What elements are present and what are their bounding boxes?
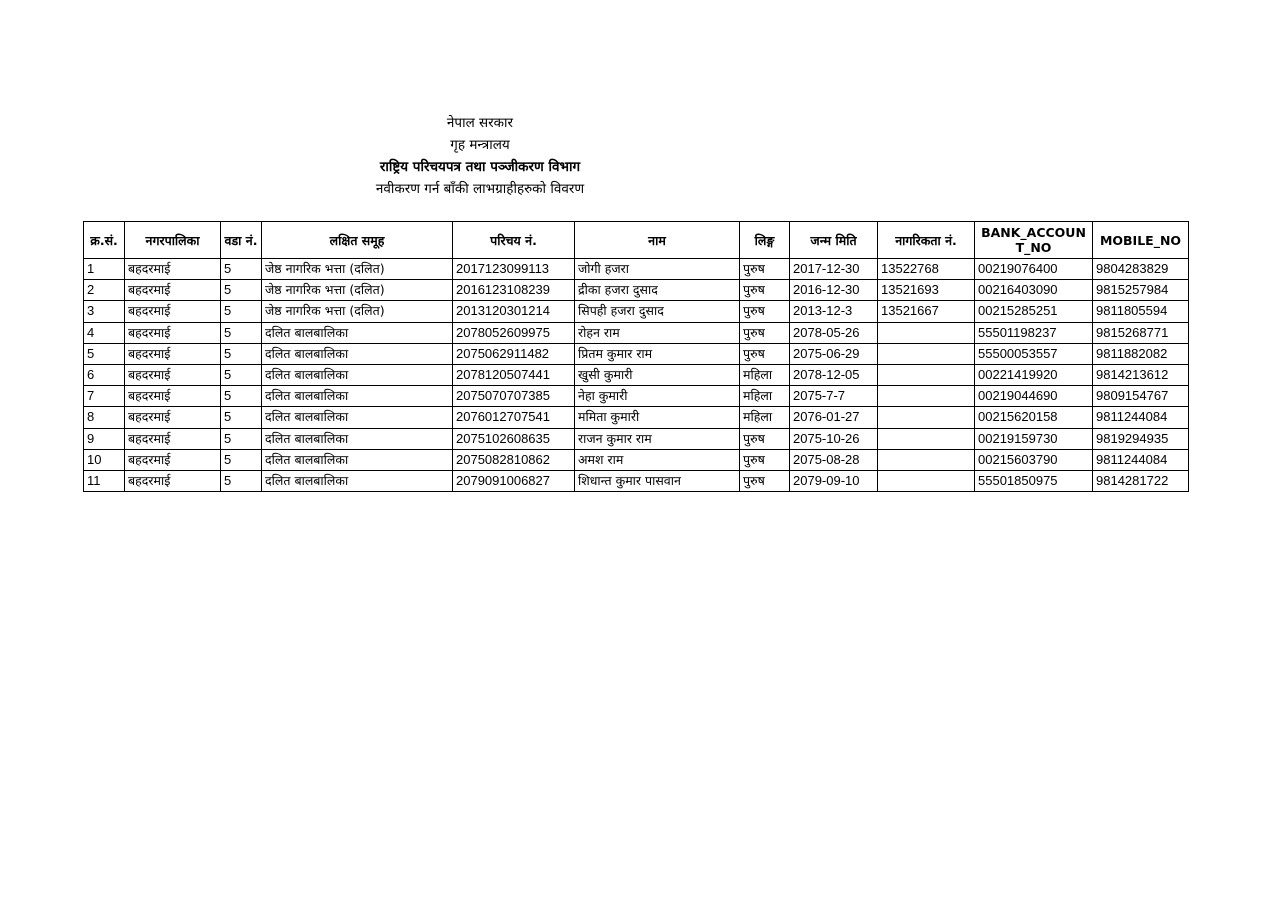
cell-ward: 5 (221, 259, 262, 280)
cell-target-group: दलित बालबालिका (262, 428, 453, 449)
cell-serial: 10 (84, 449, 125, 470)
table-body (84, 259, 1189, 492)
cell-municipality: बहदरमाई (125, 259, 221, 280)
table-row (84, 343, 1189, 364)
col-ward: वडा नं. (221, 222, 262, 259)
cell-ward: 5 (221, 280, 262, 301)
cell-serial: 1 (84, 259, 125, 280)
cell-name: रोहन राम (575, 322, 740, 343)
header-report-title: नवीकरण गर्न बाँकी लाभग्राहीहरुको विवरण (375, 181, 585, 197)
cell-id-number: 2075062911482 (453, 343, 575, 364)
table-row (84, 280, 1189, 301)
cell-gender: महिला (740, 386, 790, 407)
cell-target-group: दलित बालबालिका (262, 470, 453, 491)
document-header (330, 112, 630, 200)
cell-bank-account: 00215620158 (975, 407, 1093, 428)
cell-name: शिधान्त कुमार पासवान (575, 470, 740, 491)
cell-municipality: बहदरमाई (125, 407, 221, 428)
col-bank-account: BANK_ACCOUNT_NO (975, 222, 1093, 259)
cell-mobile: 9811805594 (1093, 301, 1189, 322)
cell-gender: पुरुष (740, 322, 790, 343)
header-department: राष्ट्रिय परिचयपत्र तथा पञ्जीकरण विभाग (379, 159, 581, 175)
cell-gender: पुरुष (740, 343, 790, 364)
cell-birth-date: 2017-12-30 (790, 259, 878, 280)
cell-name: प्रितम कुमार राम (575, 343, 740, 364)
cell-birth-date: 2075-08-28 (790, 449, 878, 470)
cell-gender: महिला (740, 364, 790, 385)
cell-target-group: जेष्ठ नागरिक भत्ता (दलित) (262, 259, 453, 280)
cell-citizenship-number (878, 407, 975, 428)
cell-bank-account: 00219044690 (975, 386, 1093, 407)
cell-bank-account: 00215285251 (975, 301, 1093, 322)
cell-id-number: 2078120507441 (453, 364, 575, 385)
col-name: नाम (575, 222, 740, 259)
cell-citizenship-number (878, 470, 975, 491)
cell-citizenship-number (878, 449, 975, 470)
cell-serial: 6 (84, 364, 125, 385)
col-serial: क्र.सं. (84, 222, 125, 259)
cell-municipality: बहदरमाई (125, 322, 221, 343)
cell-bank-account: 00219159730 (975, 428, 1093, 449)
cell-mobile: 9804283829 (1093, 259, 1189, 280)
cell-mobile: 9811244084 (1093, 407, 1189, 428)
table-row (84, 407, 1189, 428)
cell-birth-date: 2016-12-30 (790, 280, 878, 301)
header-ministry: गृह मन्त्रालय (450, 137, 510, 153)
cell-name: खुसी कुमारी (575, 364, 740, 385)
cell-name: नेहा कुमारी (575, 386, 740, 407)
cell-municipality: बहदरमाई (125, 386, 221, 407)
cell-ward: 5 (221, 364, 262, 385)
cell-id-number: 2075102608635 (453, 428, 575, 449)
cell-citizenship-number (878, 322, 975, 343)
cell-bank-account: 00219076400 (975, 259, 1093, 280)
cell-bank-account: 00221419920 (975, 364, 1093, 385)
cell-mobile: 9811882082 (1093, 343, 1189, 364)
cell-citizenship-number (878, 428, 975, 449)
table-header-row (84, 222, 1189, 259)
cell-target-group: जेष्ठ नागरिक भत्ता (दलित) (262, 280, 453, 301)
cell-ward: 5 (221, 428, 262, 449)
cell-mobile: 9811244084 (1093, 449, 1189, 470)
cell-mobile: 9809154767 (1093, 386, 1189, 407)
cell-citizenship-number (878, 364, 975, 385)
cell-citizenship-number (878, 343, 975, 364)
col-mobile: MOBILE_NO (1093, 222, 1189, 259)
cell-gender: पुरुष (740, 301, 790, 322)
cell-birth-date: 2075-7-7 (790, 386, 878, 407)
table-row (84, 364, 1189, 385)
cell-target-group: दलित बालबालिका (262, 322, 453, 343)
cell-municipality: बहदरमाई (125, 470, 221, 491)
cell-id-number: 2017123099113 (453, 259, 575, 280)
table-row (84, 470, 1189, 491)
cell-birth-date: 2076-01-27 (790, 407, 878, 428)
cell-serial: 4 (84, 322, 125, 343)
cell-serial: 5 (84, 343, 125, 364)
cell-mobile: 9814213612 (1093, 364, 1189, 385)
table-row (84, 322, 1189, 343)
cell-id-number: 2076012707541 (453, 407, 575, 428)
cell-birth-date: 2079-09-10 (790, 470, 878, 491)
cell-gender: पुरुष (740, 449, 790, 470)
cell-municipality: बहदरमाई (125, 428, 221, 449)
cell-serial: 11 (84, 470, 125, 491)
cell-id-number: 2075070707385 (453, 386, 575, 407)
cell-bank-account: 55501850975 (975, 470, 1093, 491)
col-municipality: नगरपालिका (125, 222, 221, 259)
table-row (84, 386, 1189, 407)
cell-ward: 5 (221, 407, 262, 428)
cell-gender: पुरुष (740, 280, 790, 301)
cell-municipality: बहदरमाई (125, 280, 221, 301)
cell-name: राजन कुमार राम (575, 428, 740, 449)
cell-serial: 8 (84, 407, 125, 428)
table-row (84, 301, 1189, 322)
cell-target-group: दलित बालबालिका (262, 364, 453, 385)
cell-citizenship-number: 13521667 (878, 301, 975, 322)
cell-bank-account: 55500053557 (975, 343, 1093, 364)
cell-ward: 5 (221, 301, 262, 322)
cell-citizenship-number (878, 386, 975, 407)
table-row (84, 259, 1189, 280)
cell-bank-account: 00216403090 (975, 280, 1093, 301)
cell-mobile: 9814281722 (1093, 470, 1189, 491)
cell-ward: 5 (221, 386, 262, 407)
col-target-group: लक्षित समूह (262, 222, 453, 259)
cell-id-number: 2078052609975 (453, 322, 575, 343)
cell-name: द्रीका हजरा दुसाद (575, 280, 740, 301)
cell-target-group: दलित बालबालिका (262, 407, 453, 428)
cell-name: सिपही हजरा दुसाद (575, 301, 740, 322)
cell-ward: 5 (221, 470, 262, 491)
cell-name: जोगी हजरा (575, 259, 740, 280)
cell-name: अमश राम (575, 449, 740, 470)
cell-birth-date: 2075-06-29 (790, 343, 878, 364)
col-citizenship-number: नागरिकता नं. (878, 222, 975, 259)
cell-target-group: दलित बालबालिका (262, 343, 453, 364)
cell-gender: पुरुष (740, 470, 790, 491)
cell-name: ममिता कुमारी (575, 407, 740, 428)
cell-ward: 5 (221, 449, 262, 470)
cell-bank-account: 00215603790 (975, 449, 1093, 470)
cell-ward: 5 (221, 343, 262, 364)
cell-birth-date: 2075-10-26 (790, 428, 878, 449)
cell-gender: पुरुष (740, 259, 790, 280)
table-row (84, 449, 1189, 470)
cell-target-group: दलित बालबालिका (262, 386, 453, 407)
cell-target-group: जेष्ठ नागरिक भत्ता (दलित) (262, 301, 453, 322)
cell-serial: 9 (84, 428, 125, 449)
col-id-number: परिचय नं. (453, 222, 575, 259)
col-gender: लिङ्ग (740, 222, 790, 259)
cell-id-number: 2016123108239 (453, 280, 575, 301)
cell-mobile: 9815268771 (1093, 322, 1189, 343)
beneficiary-table (83, 221, 1189, 492)
cell-target-group: दलित बालबालिका (262, 449, 453, 470)
cell-ward: 5 (221, 322, 262, 343)
cell-birth-date: 2078-05-26 (790, 322, 878, 343)
cell-gender: महिला (740, 407, 790, 428)
cell-serial: 2 (84, 280, 125, 301)
cell-municipality: बहदरमाई (125, 343, 221, 364)
cell-bank-account: 55501198237 (975, 322, 1093, 343)
cell-id-number: 2079091006827 (453, 470, 575, 491)
cell-gender: पुरुष (740, 428, 790, 449)
cell-serial: 7 (84, 386, 125, 407)
cell-municipality: बहदरमाई (125, 301, 221, 322)
header-government: नेपाल सरकार (446, 115, 514, 131)
cell-municipality: बहदरमाई (125, 449, 221, 470)
cell-id-number: 2075082810862 (453, 449, 575, 470)
cell-municipality: बहदरमाई (125, 364, 221, 385)
cell-mobile: 9815257984 (1093, 280, 1189, 301)
cell-birth-date: 2078-12-05 (790, 364, 878, 385)
cell-citizenship-number: 13521693 (878, 280, 975, 301)
cell-citizenship-number: 13522768 (878, 259, 975, 280)
table-row (84, 428, 1189, 449)
cell-mobile: 9819294935 (1093, 428, 1189, 449)
cell-id-number: 2013120301214 (453, 301, 575, 322)
col-birth-date: जन्म मिति (790, 222, 878, 259)
cell-birth-date: 2013-12-3 (790, 301, 878, 322)
cell-serial: 3 (84, 301, 125, 322)
